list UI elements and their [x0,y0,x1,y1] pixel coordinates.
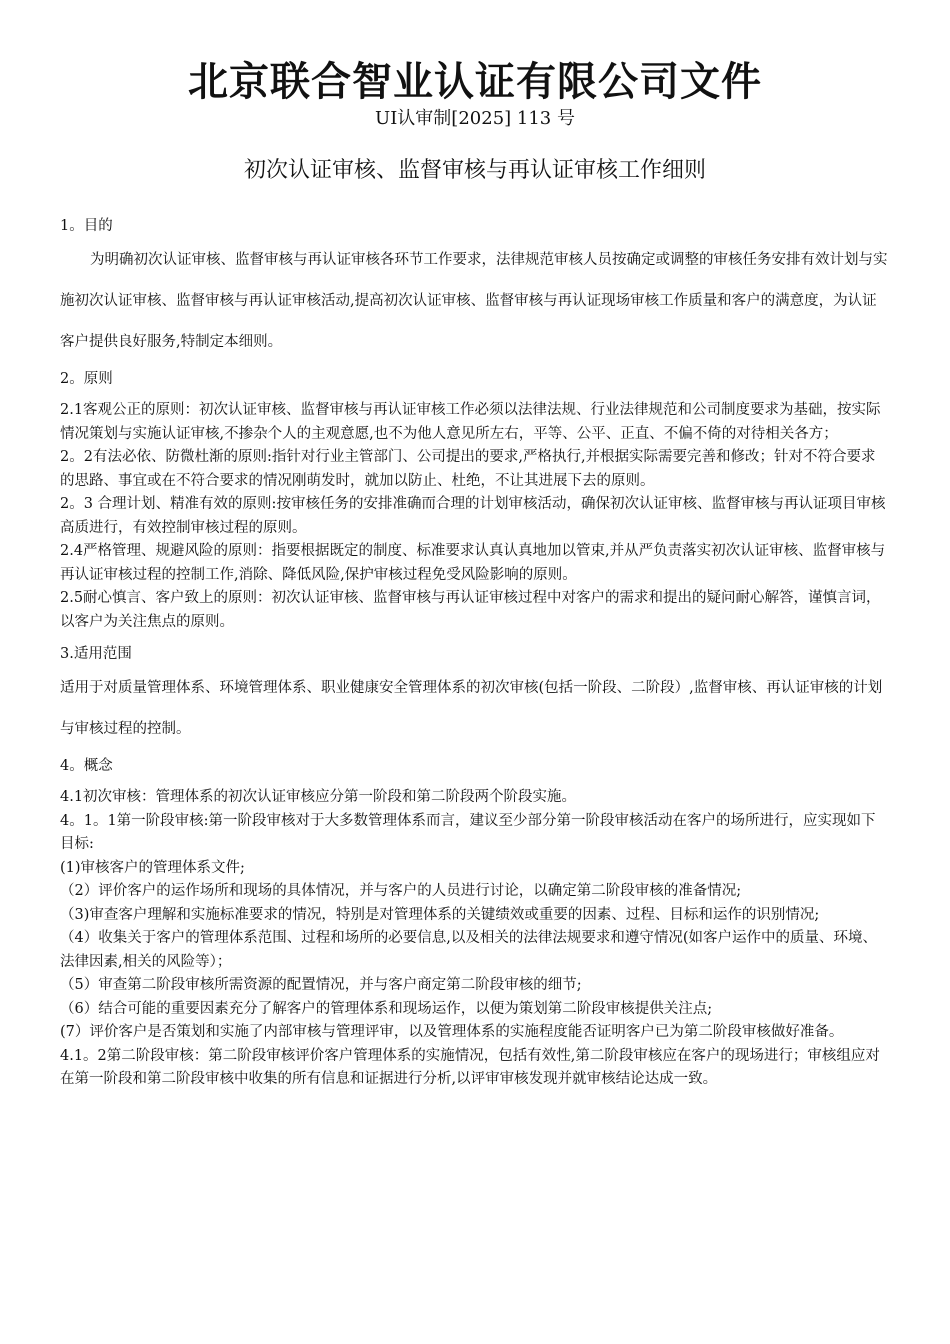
stage1-item-6: （6）结合可能的重要因素充分了解客户的管理体系和现场运作，以便为策划第二阶段审核提供关注点; [60,1000,713,1017]
stage1-item-5: （5）审查第二阶段审核所需资源的配置情况，并与客户商定第二阶段审核的细节; [60,977,582,993]
stage1-item-4: （4）收集关于客户的管理体系范围、过程和场所的必要信息,以及相关的法律法规要求和遵守情况(如客户运作中的质量、环境、法律因素,相关的风险等）； [60,930,877,970]
concept-4-1-1: 4。1。1第一阶段审核:第一阶段审核对于大多数管理体系而言，建议至少部分第一阶段审核活动在客户的场所进行，应实现如下目标: [60,812,876,852]
stage1-item-2: （2）评价客户的运作场所和现场的具体情况，并与客户的人员进行讨论，以确定第二阶段审核的准备情况; [60,883,742,899]
concept-4-1: 4.1初次审核：管理体系的初次认证审核应分第一阶段和第二阶段两个阶段实施。 [60,789,577,805]
document-title: 初次认证审核、监督审核与再认证审核工作细则 [243,158,706,183]
section-heading-concepts: 4。概念 [60,758,113,774]
scope-paragraph: 适用于对质量管理体系、环境管理体系、职业健康安全管理体系的初次审核(包括一阶段、二阶段）,监督审核、再认证审核的计划与审核过程的控制。 [60,680,883,737]
principle-2-2: 2。2有法必依、防微杜渐的原则:指针对行业主管部门、公司提出的要求,严格执行,并根据实际需要完善和修改；针对不符合要求的思路、事宜或在不符合要求的情况刚萌发时，就加以防止、杜绝，不让其进展下去的原则。 [60,449,876,489]
document-number: UI认审制[2025] 113 号 [375,108,575,129]
document-body [60,214,890,1092]
company-title: 北京联合智业认证有限公司文件 [188,58,762,105]
principle-2-1: 2.1客观公正的原则：初次认证审核、监督审核与再认证审核工作必须以法律法规、行业法律规范和公司制度要求为基础，按实际情况策划与实施认证审核,不掺杂个人的主观意愿,也不为他人意见所左右，平等、公平、正直、不偏不倚的对待相关各方； [60,402,881,442]
stage1-item-7: (7）评价客户是否策划和实施了内部审核与管理评审，以及管理体系的实施程度能否证明客户已为第二阶段审核做好准备。 [60,1024,844,1040]
section-heading-principles: 2。原则 [60,371,113,387]
section-heading-scope: 3.适用范围 [60,646,132,662]
section-heading-purpose: 1。目的 [60,218,113,234]
principle-2-4: 2.4严格管理、规避风险的原则：指要根据既定的制度、标准要求认真认真地加以管束,并从严负责落实初次认证审核、监督审核与再认证审核过程的控制工作,消除、降低风险,保护审核过程免受风险影响的原则。 [60,543,886,583]
stage1-item-3: （3)审查客户理解和实施标准要求的情况，特别是对管理体系的关键绩效或重要的因素、过程、目标和运作的识别情况; [60,906,820,923]
stage1-item-1: (1)审核客户的管理体系文件; [60,859,245,876]
principle-2-3: 2。3 合理计划、精准有效的原则:按审核任务的安排准确而合理的计划审核活动，确保初次认证审核、监督审核与再认证项目审核高质进行，有效控制审核过程的原则。 [60,496,886,536]
principle-2-5: 2.5耐心慎言、客户致上的原则：初次认证审核、监督审核与再认证审核过程中对客户的需求和提出的疑问耐心解答，谨慎言词，以客户为关注焦点的原则。 [60,590,881,630]
concept-4-1-2: 4.1。2第二阶段审核：第二阶段审核评价客户管理体系的实施情况，包括有效性,第二阶段审核应在客户的现场进行；审核组应对在第一阶段和第二阶段审核中收集的所有信息和证据进行分析,以评审审核发现并就审核结论达成一致。 [60,1047,880,1087]
purpose-paragraph: 为明确初次认证审核、监督审核与再认证审核各环节工作要求，法律规范审核人员按确定或调整的审核任务安排有效计划与实施初次认证审核、监督审核与再认证审核活动,提高初次认证审核、监督审核与再认证现场审核工作质量和客户的满意度，为认证客户提供良好服务,特制定本细则。 [60,252,888,350]
